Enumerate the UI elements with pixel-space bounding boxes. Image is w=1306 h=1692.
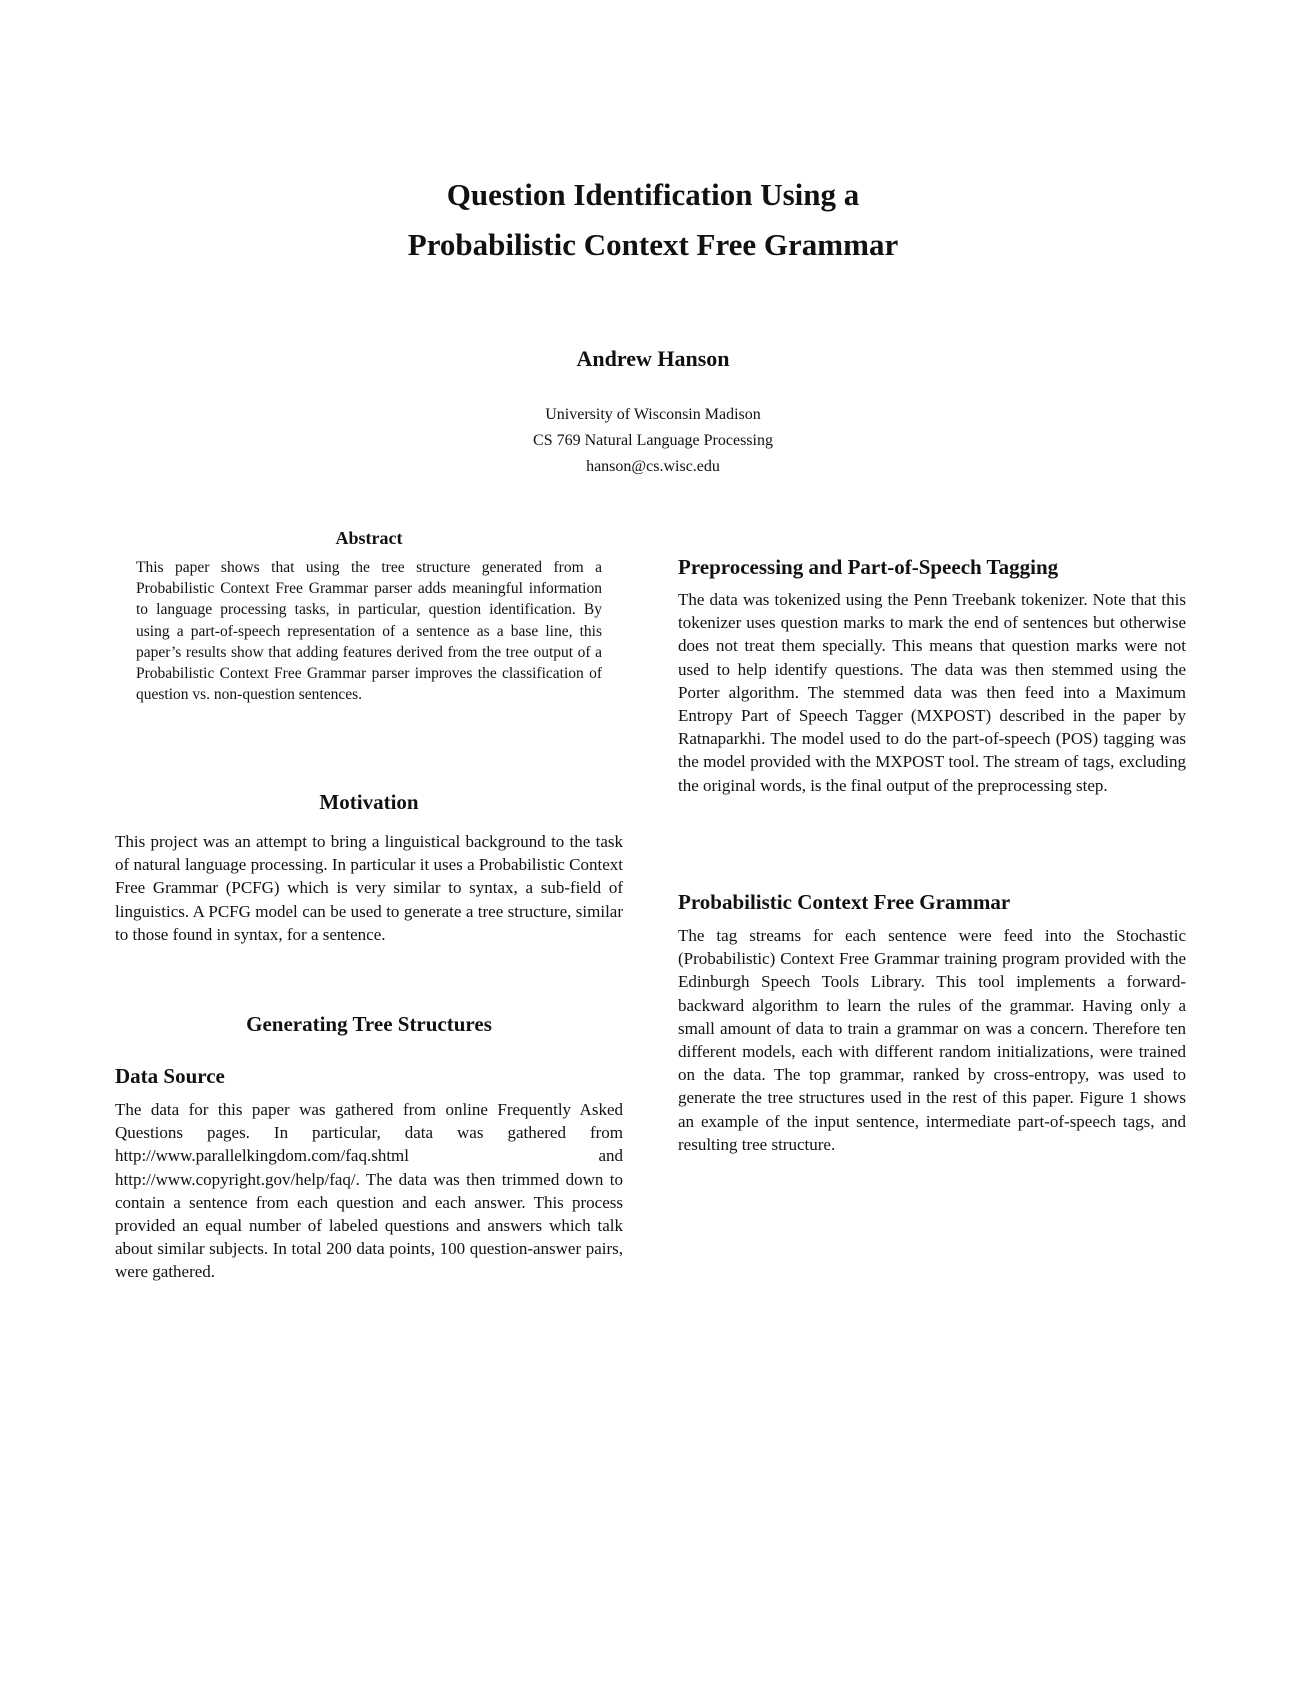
data-source-heading: Data Source (115, 1064, 225, 1088)
affiliation-university: University of Wisconsin Madison (545, 406, 761, 423)
paper-title (0, 170, 1306, 270)
affiliation-email: hanson@cs.wisc.edu (586, 458, 720, 475)
pcfg-text: The tag streams for each sentence were feed into the Stochastic (Probabilistic) Context Free Grammar training program provided with the Edinburgh Speech Tools Library. This tool implements a forward-backward algorithm to learn the rules of the grammar. Having only a small amount of data to train a grammar on was a concern. Therefore ten different models, each with different random initializations, were trained on the data. The top grammar, ranked by cross-entropy, was used to generate the tree structures used in the rest of this paper. Figure 1 shows an example of the input sentence, intermediate part-of-speech tags, and resulting tree structure. (678, 926, 1186, 1154)
author-affiliation (0, 402, 1306, 480)
motivation-heading: Motivation (319, 790, 419, 814)
preprocessing-heading: Preprocessing and Part-of-Speech Tagging (678, 555, 1059, 579)
author-name: Andrew Hanson (576, 346, 730, 371)
affiliation-course: CS 769 Natural Language Processing (533, 432, 773, 449)
paper-title-line-2: Probabilistic Context Free Grammar (407, 227, 899, 262)
data-source-text: The data for this paper was gathered from online Frequently Asked Questions pages. In particular, data was gathered from http://www.parallelkingdom.com/faq.shtml and http://www.copyright.gov/help/faq/. The data was then trimmed down to contain a sentence from each question and each answer. This process provided an equal number of labeled questions and answers which talk about similar subjects. In total 200 data points, 100 question-answer pairs, were gathered. (115, 1100, 623, 1282)
abstract-heading: Abstract (335, 528, 403, 548)
motivation-text: This project was an attempt to bring a linguistical background to the task of natural language processing. In particular it uses a Probabilistic Context Free Grammar (PCFG) which is very similar to syntax, a sub-field of linguistics. A PCFG model can be used to generate a tree structure, similar to those found in syntax, for a sentence. (115, 832, 623, 944)
preprocessing-text: The data was tokenized using the Penn Treebank tokenizer. Note that this tokenizer uses question marks to mark the end of sentences but otherwise does not treat them specially. This means that question marks were not used to help identify questions. The data was then stemmed using the Porter algorithm. The stemmed data was then feed into a Maximum Entropy Part of Speech Tagger (MXPOST) described in the paper by Ratnaparkhi. The model used to do the part-of-speech (POS) tagging was the model provided with the MXPOST tool. The stream of tags, excluding the original words, is the final output of the preprocessing step. (678, 590, 1186, 795)
paper-title-line-1: Question Identification Using a (446, 177, 860, 212)
pcfg-heading: Probabilistic Context Free Grammar (678, 890, 1011, 914)
abstract-text: This paper shows that using the tree structure generated from a Probabilistic Context Free Grammar parser adds meaningful information to language processing tasks, in particular, question identification. By using a part-of-speech representation of a sentence as a base line, this paper’s results show that adding features derived from the tree output of a Probabilistic Context Free Grammar parser improves the classification of question vs. non-question sentences. (136, 559, 602, 704)
generating-tree-structures-heading: Generating Tree Structures (246, 1012, 492, 1036)
